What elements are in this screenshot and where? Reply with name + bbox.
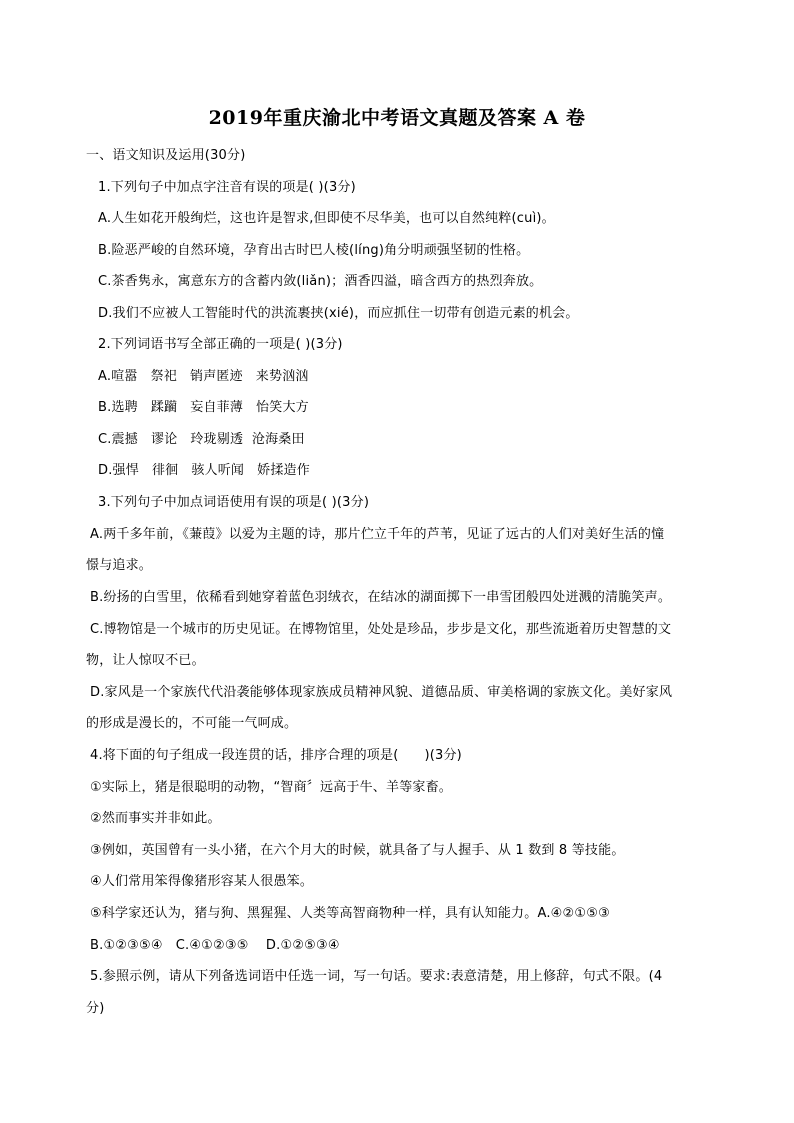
question-4-options: B.①②③⑤④ C.④①②③⑤ D.①②⑤③④ [90,938,340,953]
question-1-option-b: B.险恶严峻的自然环境，孕育出古时巴人棱(líng)角分明顽强坚韧的性格。 [98,243,530,258]
question-3-option-d-line1: D.家风是一个家族代代沿袭能够体现家族成员精神风貌、道德品质、审美格调的家族文化。美好家风 [90,685,673,700]
question-1-stem: 1.下列句子中加点字注音有误的项是( )(3分) [98,180,356,195]
question-1-option-a: A.人生如花开般绚烂，这也许是智求,但即使不尽华美，也可以自然纯粹(cuì)。 [98,211,555,226]
question-1-option-d: D.我们不应被人工智能时代的洪流裹挟(xié)，而应抓住一切带有创造元素的机会。 [98,306,579,321]
question-4-sentence-4: ④人们常用笨得像猪形容某人很愚笨。 [90,874,314,889]
section-heading: 一、语文知识及运用(30分) [86,148,246,163]
question-4-stem: 4.将下面的句子组成一段连贯的话，排序合理的项是( )(3分) [90,748,462,763]
question-4-sentence-2: ②然而事实并非如此。 [90,811,221,826]
question-3-option-b: B.纷扬的白雪里，依稀看到她穿着蓝色羽绒衣，在结冰的湖面掷下一串雪团般四处迸溅的清脆笑声。 [90,590,672,605]
question-3-option-a-line1: A.两千多年前，《蒹葭》以爱为主题的诗，那片伫立千年的芦苇，见证了远古的人们对美好生活的憧 [90,527,665,542]
question-2-option-b: B.选聘 蹂躏 妄自菲薄 怡笑大方 [98,400,309,415]
question-3-option-d-line2: 的形成是漫长的，不可能一气呵成。 [86,716,298,731]
question-3-option-c-line1: C.博物馆是一个城市的历史见证。在博物馆里，处处是珍品，步步是文化，那些流逝着历史智慧的文 [90,622,672,637]
question-4-sentence-5: ⑤科学家还认为，猪与狗、黑猩猩、人类等高智商物种一样，具有认知能力。A.④②①⑤③ [90,906,610,921]
question-4-sentence-3: ③例如，英国曾有一头小猪，在六个月大的时候，就具备了与人握手、从 1 数到 8 等技能。 [90,843,625,858]
question-2-option-c: C.震撼 谬论 玲珑剔透 沧海桑田 [98,432,305,447]
question-3-stem: 3.下列句子中加点词语使用有误的项是( )(3分) [98,495,370,510]
question-3-option-a-line2: 憬与追求。 [86,558,153,573]
question-2-stem: 2.下列词语书写全部正确的一项是( )(3分) [98,337,343,352]
question-3-option-c-line2: 物，让人惊叹不已。 [86,653,205,668]
question-5-stem-line2: 分) [86,1001,105,1016]
question-4-sentence-1: ①实际上，猪是很聪明的动物，“智商〞远高于牛、羊等家畜。 [90,780,452,795]
document-title: 2019年重庆渝北中考语文真题及答案 A 卷 [208,107,586,129]
question-2-option-a: A.喧嚣 祭祀 销声匿迹 来势汹汹 [98,369,309,384]
question-5-stem-line1: 5.参照示例，请从下列备选词语中任选一词，写一句话。要求:表意清楚，用上修辞，句式不限。(4 [90,969,663,984]
question-2-option-d: D.强悍 徘徊 骇人听闻 娇揉造作 [98,463,310,478]
question-1-option-c: C.茶香隽永，寓意东方的含蓄内敛(liǎn)；酒香四溢，暗含西方的热烈奔放。 [98,274,543,289]
